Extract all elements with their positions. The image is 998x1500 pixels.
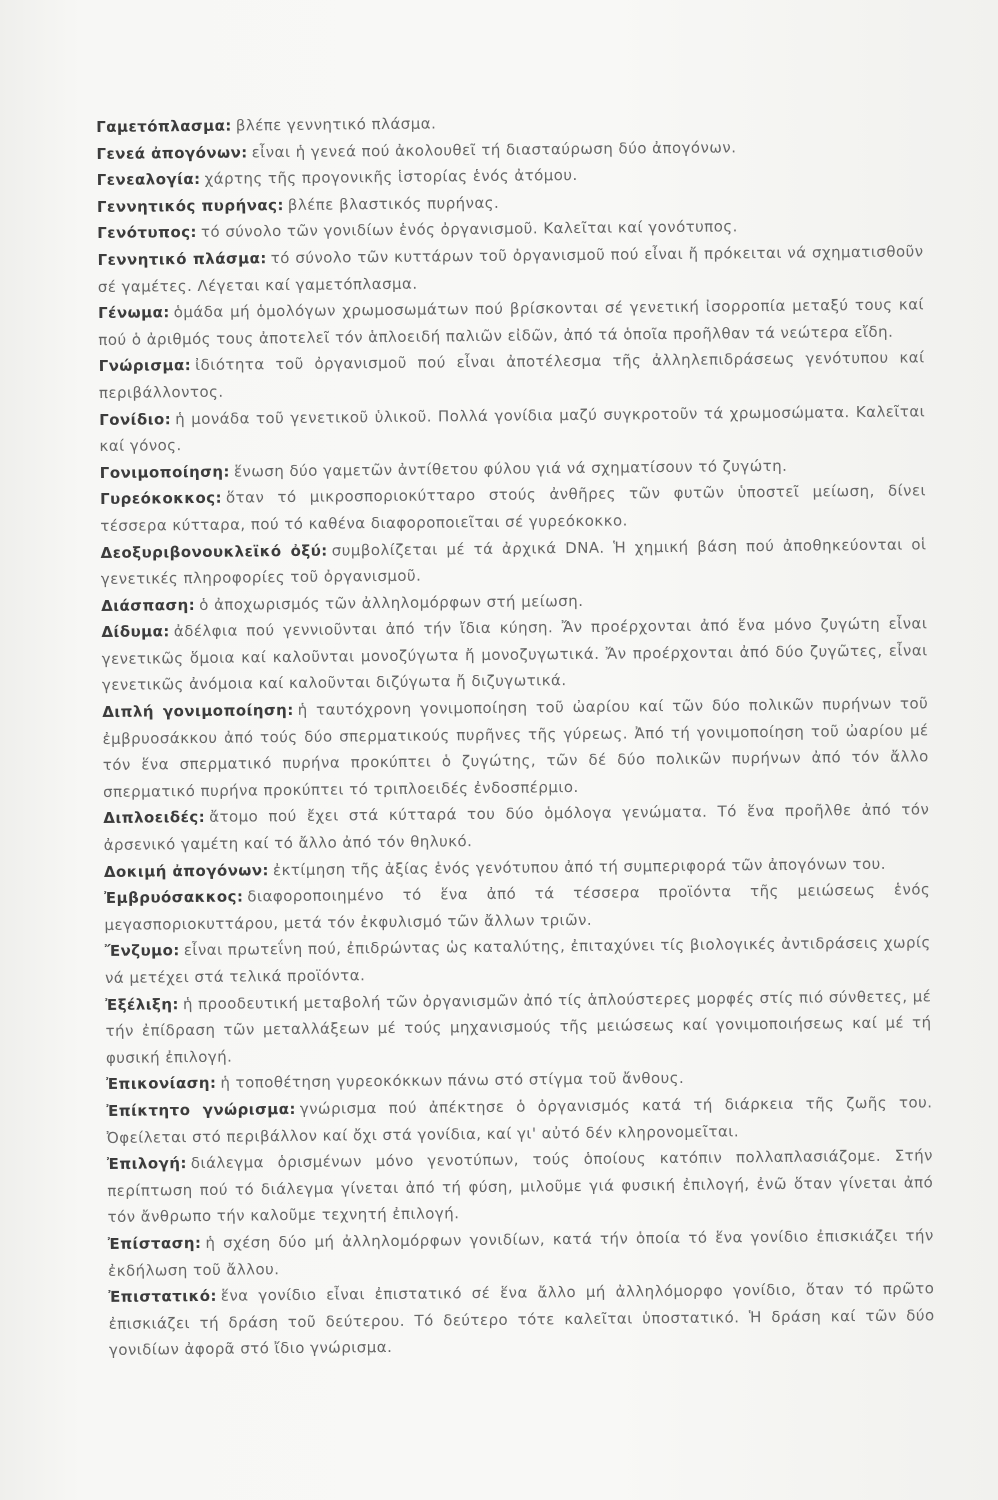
glossary-term: Γεννητικό πλάσμα: <box>97 249 267 269</box>
glossary-entry <box>104 877 931 939</box>
glossary-term: Διπλή γονιμοποίηση: <box>102 701 294 722</box>
glossary-entry <box>102 690 929 805</box>
glossary-term: Δοκιμή ἀπογόνων: <box>103 860 270 881</box>
glossary-term: Γυρεόκοκκος: <box>99 489 223 509</box>
glossary-definition: ἡ μονάδα τοῦ γενετικοῦ ὑλικοῦ. Πολλά γονίδια μαζύ συγκροτοῦν τά χρωμοσώματα. Καλεῖται καί γόνος. <box>99 401 926 456</box>
glossary-definition: βλέπε γεννητικό πλάσμα. <box>235 114 437 135</box>
glossary-entry <box>99 345 926 407</box>
glossary-term: Γένωμα: <box>97 303 170 323</box>
glossary-term: Γενότυπος: <box>97 223 198 243</box>
glossary-definition: χάρτης τῆς προγονικῆς ἱστορίας ἑνός ἀτόμου. <box>204 166 578 189</box>
glossary-definition: ἕνα γονίδιο εἶναι ἐπιστατικό σέ ἕνα ἄλλο μή ἀλληλόμορφο γονίδιο, ὅταν τό πρῶτο ἐπισκιάζει τή δράση τοῦ δεύτερου. Τό δεύτερο τότε καλεῖται ὑποστατικό. Ἡ δράση καί τῶν δύο γονιδίων ἀφορᾶ στό ἴδιο γνώρισμα. <box>108 1279 935 1360</box>
glossary-definition: εἶναι ἡ γενεά πού ἀκολουθεῖ τή διασταύρωση δύο ἀπογόνων. <box>251 137 737 161</box>
glossary-entry <box>106 1089 933 1151</box>
glossary-entry <box>105 983 932 1071</box>
glossary-term: Γενεαλογία: <box>96 170 201 190</box>
glossary-definition: ἡ ταυτόχρονη γονιμοποίηση τοῦ ὠαρίου καί τῶν δύο πολικῶν πυρήνων τοῦ ἐμβρυοσάκκου ἀπό τούς δύο σπερματικούς πυρῆνες τῆς γύρεως. Ἀπό τή γονιμοποίηση τοῦ ὠαρίου μέ τόν ἕνα σπερματικό πυρήνα προκύπτει ὁ ζυγώτης, τῶν δέ δύο πολικῶν πυρήνων ἀπό τόν ἄλλο σπερματικό πυρήνα προκύπτει τό τριπλοειδές ἐνδοσπέρμιο. <box>102 694 929 801</box>
glossary-definition: τό σύνολο τῶν κυττάρων τοῦ ὀργανισμοῦ πού εἶναι ἤ πρόκειται νά σχηματισθοῦν σέ γαμέτες. Λέγεται καί γαμετόπλασμα. <box>97 242 924 296</box>
glossary-term: Ἐπιλογή: <box>106 1154 187 1174</box>
glossary-definition: ἄτομο πού ἔχει στά κύτταρά του δύο ὁμόλογα γενώματα. Τό ἕνα προῆλθε ἀπό τόν ἀρσενικό γαμέτη καί τό ἄλλο ἀπό τόν θηλυκό. <box>103 800 930 854</box>
glossary-term: Ἐπιστατικό: <box>108 1286 217 1307</box>
glossary-term: Γεννητικός πυρήνας: <box>96 195 284 216</box>
glossary-entry <box>103 797 930 859</box>
glossary-term: Γενεά ἀπογόνων: <box>96 143 248 163</box>
glossary-entry <box>97 238 924 300</box>
glossary-term: Γαμετόπλασμα: <box>96 116 232 136</box>
glossary-definition: εἶναι πρωτεΐνη πού, ἐπιδρώντας ὡς καταλύτης, ἐπιταχύνει τίς βιολογικές ἀντιδράσεις χωρίς νά μετέχει στά τελικά προϊόντα. <box>104 933 931 987</box>
glossary-definition: βλέπε βλαστικός πυρήνας. <box>287 193 500 214</box>
glossary-term: Γονίδιο: <box>99 409 172 429</box>
glossary-definition: ὅταν τό μικροσποριοκύτταρο στούς ἀνθῆρες τῶν φυτῶν ὑποστεῖ μείωση, δίνει τέσσερα κύτταρα, πού τό καθένα διαφοροποιεῖται σέ γυρεόκοκκο. <box>100 481 927 535</box>
glossary-term: Διάσπαση: <box>101 595 196 615</box>
glossary-definition: συμβολίζεται μέ τά ἀρχικά DNA. Ἡ χημική βάση πού ἀποθηκεύονται οἱ γενετικές πληροφορίες τοῦ ὀργανισμοῦ. <box>100 534 927 589</box>
glossary-term: Δίδυμα: <box>101 622 170 642</box>
glossary-entry <box>98 291 925 353</box>
glossary-definition: ἐκτίμηση τῆς ἀξίας ἑνός γενότυπου ἀπό τή συμπεριφορά τῶν ἀπογόνων του. <box>272 854 886 879</box>
glossary-definition: διαφοροποιημένο τό ἕνα ἀπό τά τέσσερα προϊόντα τῆς μειώσεως ἑνός μεγασποριοκυττάρου, μετά τόν ἐκφυλισμό τῶν ἄλλων τριῶν. <box>104 880 931 934</box>
glossary-entry <box>100 478 927 540</box>
glossary-entry <box>107 1142 934 1230</box>
glossary-list <box>96 105 935 1363</box>
glossary-term: Ἐπικονίαση: <box>106 1074 217 1094</box>
glossary-definition: ὁμάδα μή ὁμολόγων χρωμοσωμάτων πού βρίσκονται σέ γενετική ἰσορροπία μεταξύ τους καί πού ὁ ἀριθμός τους ἀποτελεῖ τόν ἁπλοειδή παλιῶν εἰδῶν, ἀπό τά ὁποῖα προῆλθαν τά νεώτερα εἴδη. <box>98 295 925 349</box>
glossary-entry <box>108 1275 935 1363</box>
glossary-term: Διπλοειδές: <box>103 808 206 828</box>
glossary-term: Γνώρισμα: <box>98 356 192 376</box>
glossary-entry <box>105 930 932 992</box>
glossary-definition: ἡ τοποθέτηση γυρεοκόκκων πάνω στό στίγμα τοῦ ἄνθους. <box>220 1069 685 1093</box>
glossary-term: Ἐπίκτητο γνώρισμα: <box>106 1099 296 1120</box>
glossary-entry <box>99 398 926 460</box>
glossary-term: Γονιμοποίηση: <box>99 462 231 482</box>
glossary-entry <box>100 531 927 593</box>
glossary-definition: ἡ προοδευτική μεταβολή τῶν ὀργανισμῶν ἀπό τίς ἁπλούστερες μορφές στίς πιό σύνθετες, μέ τήν ἐπίδραση τῶν μεταλλάξεων μέ τούς μηχανισμούς τῆς μειώσεως καί γονιμοποιήσεως καί μέ τή φυσική ἐπιλογή. <box>105 986 932 1067</box>
glossary-entry <box>101 611 928 699</box>
glossary-term: Ἐμβρυόσακκος: <box>104 887 244 908</box>
glossary-definition: ἰδιότητα τοῦ ὀργανισμοῦ πού εἶναι ἀποτέλεσμα τῆς ἀλληλεπιδράσεως γενότυπου καί περιβάλλοντος. <box>98 348 925 402</box>
glossary-entry <box>108 1222 935 1284</box>
glossary-term: Ἐπίσταση: <box>107 1233 202 1253</box>
glossary-definition: ἀδέλφια πού γεννιοῦνται ἀπό τήν ἴδια κύηση. Ἄν προέρχονται ἀπό ἕνα μόνο ζυγώτη εἶναι γενετικῶς ὅμοια καί καλοῦνται μονοζύγωτα ἤ μονοζυγωτικά. Ἄν προέρχονται ἀπό δύο ζυγῶτες, εἶναι γενετικῶς ἀνόμοια καί καλοῦνται διζύγωτα ἤ διζυγωτικά. <box>101 614 928 695</box>
glossary-definition: ἡ σχέση δύο μή ἀλληλομόρφων γονιδίων, κατά τήν ὁποία τό ἕνα γονίδιο ἐπισκιάζει τήν ἐκδήλωση τοῦ ἄλλου. <box>108 1226 934 1280</box>
glossary-term: Δεοξυριβονουκλεϊκό ὀξύ: <box>100 541 328 562</box>
glossary-definition: τό σύνολο τῶν γονιδίων ἑνός ὀργανισμοῦ. Καλεῖται καί γονότυπος. <box>200 217 738 242</box>
glossary-definition: διάλεγμα ὁρισμένων μόνο γενοτύπων, τούς ὁποίους κατόπιν πολλαπλασιάζομε. Στήν περίπτωση πού τό διάλεγμα γίνεται ἀπό τή φύση, μιλοῦμε γιά φυσική ἐπιλογή, ἐνῶ ὅταν γίνεται ἀπό τόν ἄνθρωπο τήν καλοῦμε τεχνητή ἐπιλογή. <box>107 1146 934 1227</box>
glossary-definition: ὁ ἀποχωρισμός τῶν ἀλληλομόρφων στή μείωση. <box>199 591 584 614</box>
glossary-term: Ἐξέλιξη: <box>105 994 179 1014</box>
glossary-definition: γνώρισμα πού ἀπέκτησε ὁ ὀργανισμός κατά τή διάρκεια τῆς ζωῆς του. Ὀφείλεται στό περιβάλλον καί ὄχι στά γονίδια, καί γι' αὐτό δέν κληρονομεῖται. <box>106 1093 933 1147</box>
glossary-term: Ἔνζυμο: <box>104 941 180 961</box>
glossary-definition: ἕνωση δύο γαμετῶν ἀντίθετου φύλου γιά νά σχηματίσουν τό ζυγώτη. <box>233 456 788 481</box>
